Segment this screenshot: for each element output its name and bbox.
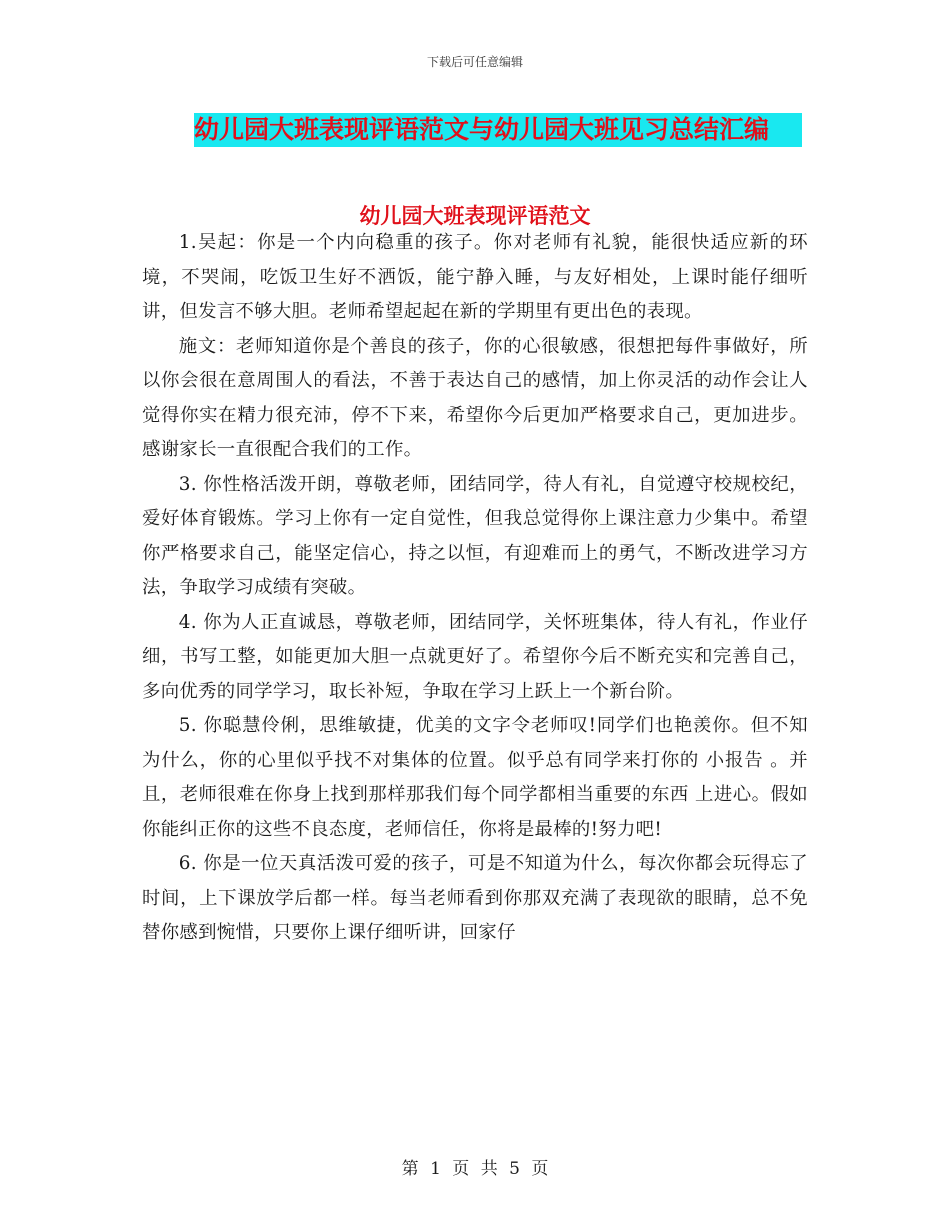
- header-note: 下载后可任意编辑: [426, 55, 523, 69]
- section-title: 幼儿园大班表现评语范文: [359, 204, 591, 228]
- paragraph-4: 4. 你为人正直诚恳，尊敬老师，团结同学，关怀班集体，待人有礼，作业仔细，书写工整，如能更加大胆一点就更好了。希望你今后不断充实和完善自己，多向优秀的同学学习，取长补短，争取在学习上跃上一个新台阶。: [142, 611, 808, 702]
- document-title: 幼儿园大班表现评语范文与幼儿园大班见习总结汇编: [194, 113, 802, 147]
- paragraph-3: 3. 你性格活泼开朗，尊敬老师，团结同学，待人有礼，自觉遵守校规校纪，爱好体育锻炼。学习上你有一定自觉性，但我总觉得你上课注意力少集中。希望你严格要求自己，能坚定信心，持之以恒，有迎难而上的勇气，不断改进学习方法，争取学习成绩有突破。: [142, 473, 808, 598]
- page-footer: 第 1 页 共 5 页: [401, 1159, 549, 1179]
- paragraph-1: 1.吴起：你是一个内向稳重的孩子。你对老师有礼貌，能很快适应新的环境，不哭闹，吃饭卫生好不洒饭，能宁静入睡，与友好相处，上课时能仔细听讲，但发言不够大胆。老师希望起起在新的学期里有更出色的表现。: [142, 232, 808, 322]
- paragraph-6: 6. 你是一位天真活泼可爱的孩子，可是不知道为什么，每次你都会玩得忘了时间，上下课放学后都一样。每当老师看到你那双充满了表现欲的眼睛，总不免替你感到惋惜，只要你上课仔细听讲，回家仔: [142, 853, 808, 943]
- document-body: [142, 226, 808, 951]
- paragraph-2: 施文：老师知道你是个善良的孩子，你的心很敏感，很想把每件事做好，所以你会很在意周围人的看法，不善于表达自己的感情，加上你灵活的动作会让人觉得你实在精力很充沛，停不下来，希望你今后更加严格要求自己，更加进步。感谢家长一直很配合我们的工作。: [142, 335, 808, 460]
- paragraph-5: 5. 你聪慧伶俐，思维敏捷，优美的文字令老师叹!同学们也艳羡你。但不知为什么，你的心里似乎找不对集体的位置。似乎总有同学来打你的 小报告 。并且，老师很难在你身上找到那样那我们每个同学都相当重要的东西 上进心。假如你能纠正你的这些不良态度，老师信任，你将是最棒的!努力吧!: [142, 715, 808, 840]
